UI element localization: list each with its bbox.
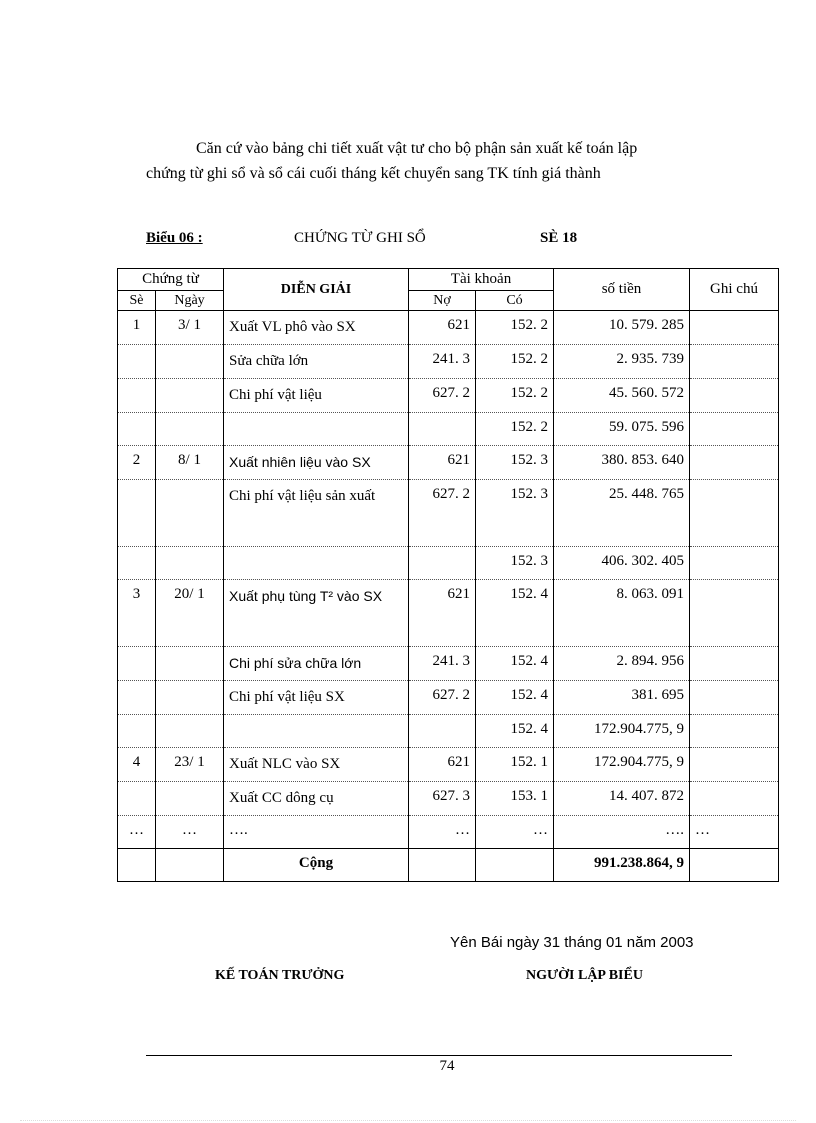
cell-note [690,311,779,345]
table-row [118,816,779,849]
ledger-table [117,268,779,882]
header-so: Sè [118,291,156,311]
cell-so: 2 [118,446,156,480]
cell-amount: 45. 560. 572 [554,379,690,413]
cell-so: 1 [118,311,156,345]
cell-note [690,715,779,748]
cell-amount: 381. 695 [554,681,690,715]
cell-note [690,647,779,681]
table-row [118,580,779,647]
cell-amount: 172.904.775, 9 [554,715,690,748]
form-number: SÈ 18 [540,230,578,246]
table-row [118,681,779,715]
ledger-body [118,311,779,882]
header-so-tien: số tiền [554,269,690,311]
cell-credit-account: 152. 4 [476,715,554,748]
table-row [118,413,779,446]
cell-ngay: … [156,816,224,849]
cell-ngay: 8/ 1 [156,446,224,480]
cell-ngay [156,681,224,715]
cell-description [224,413,409,446]
cell-debit-account [409,715,476,748]
header-co: Có [476,291,554,311]
table-row [118,345,779,379]
cell-credit-account: 152. 2 [476,311,554,345]
cell-note [690,345,779,379]
cell-so [118,379,156,413]
cell-credit-account: 152. 3 [476,547,554,580]
cell-so [118,345,156,379]
table-row [118,480,779,547]
cell-debit-account: 241. 3 [409,345,476,379]
cell-empty [409,849,476,882]
cell-debit-account [409,547,476,580]
cell-description: Xuất CC dông cụ [224,782,409,816]
footer-divider [146,1055,732,1056]
cell-ngay [156,413,224,446]
cell-description: Xuất phụ tùng T² vào SX [224,580,409,647]
cell-debit-account: 627. 2 [409,480,476,547]
cell-amount: 172.904.775, 9 [554,748,690,782]
cell-debit-account: 627. 2 [409,681,476,715]
cell-debit-account: 621 [409,311,476,345]
cell-credit-account: 152. 2 [476,345,554,379]
cell-so: 3 [118,580,156,647]
cell-so [118,782,156,816]
cell-so: … [118,816,156,849]
cell-credit-account: 152. 3 [476,446,554,480]
cell-note [690,782,779,816]
cell-amount: 10. 579. 285 [554,311,690,345]
cell-note [690,379,779,413]
cell-description [224,547,409,580]
cell-amount: 14. 407. 872 [554,782,690,816]
cell-so [118,681,156,715]
cell-debit-account: 627. 2 [409,379,476,413]
cell-note [690,547,779,580]
cell-so [118,413,156,446]
cell-so [118,715,156,748]
header-ngay: Ngày [156,291,224,311]
cell-amount: 59. 075. 596 [554,413,690,446]
cell-credit-account: 152. 4 [476,580,554,647]
cell-description: Chi phí vật liệu sản xuất [224,480,409,547]
table-row [118,311,779,345]
header-dien-giai: DIỄN GIẢI [224,269,409,311]
cell-note [690,748,779,782]
cell-description: Xuất NLC vào SX [224,748,409,782]
cell-ngay [156,480,224,547]
signature-chief-accountant: KẾ TOÁN TRƯỞNG [215,968,345,983]
cell-ngay: 20/ 1 [156,580,224,647]
cell-so [118,480,156,547]
table-row [118,647,779,681]
cell-empty [690,849,779,882]
header-tai-khoan: Tài khoản [409,269,554,291]
cell-ngay [156,379,224,413]
cell-debit-account: … [409,816,476,849]
cell-note [690,446,779,480]
cell-description: …. [224,816,409,849]
total-amount: 991.238.864, 9 [554,849,690,882]
cell-credit-account: 152. 2 [476,379,554,413]
cell-credit-account: 152. 4 [476,681,554,715]
cell-credit-account: … [476,816,554,849]
cell-amount: 2. 935. 739 [554,345,690,379]
cell-description [224,715,409,748]
cell-amount: 406. 302. 405 [554,547,690,580]
intro-line-2: chứng từ ghi sổ và sổ cái cuối tháng kết chuyển sang TK tính giá thành [146,165,601,182]
cell-amount: 25. 448. 765 [554,480,690,547]
cell-description: Sửa chữa lớn [224,345,409,379]
cell-description: Chi phí vật liệu [224,379,409,413]
cell-ngay [156,547,224,580]
signature-preparer: NGƯỜI LẬP BIỂU [526,968,643,983]
cell-note [690,580,779,647]
cell-credit-account: 152. 3 [476,480,554,547]
table-row [118,379,779,413]
cell-empty [156,849,224,882]
cell-so [118,547,156,580]
cell-so: 4 [118,748,156,782]
cell-note [690,413,779,446]
cell-description: Xuất nhiên liệu vào SX [224,446,409,480]
table-row [118,715,779,748]
header-no: Nợ [409,291,476,311]
page-bottom-edge [20,1120,796,1121]
cell-amount: 380. 853. 640 [554,446,690,480]
cell-note [690,681,779,715]
cell-ngay: 3/ 1 [156,311,224,345]
cell-credit-account: 153. 1 [476,782,554,816]
cell-amount: 2. 894. 956 [554,647,690,681]
signing-date: Yên Bái ngày 31 tháng 01 năm 2003 [450,934,694,951]
form-title: CHỨNG TỪ GHI SỔ [294,230,426,246]
cell-description: Chi phí sửa chữa lớn [224,647,409,681]
cell-debit-account: 621 [409,580,476,647]
cell-debit-account: 621 [409,446,476,480]
total-row [118,849,779,882]
page-number: 74 [439,1058,455,1074]
cell-ngay [156,647,224,681]
cell-ngay: 23/ 1 [156,748,224,782]
cell-credit-account: 152. 2 [476,413,554,446]
cell-debit-account: 241. 3 [409,647,476,681]
cell-empty [476,849,554,882]
table-row [118,446,779,480]
cell-ngay [156,715,224,748]
cell-amount: …. [554,816,690,849]
cell-so [118,647,156,681]
header-ghi-chu: Ghi chú [690,269,779,311]
table-row [118,547,779,580]
cell-ngay [156,782,224,816]
table-row [118,748,779,782]
form-label: Biểu 06 : [146,230,203,246]
cell-credit-account: 152. 4 [476,647,554,681]
table-row [118,782,779,816]
intro-paragraph [146,136,736,186]
cell-amount: 8. 063. 091 [554,580,690,647]
header-chung-tu: Chứng từ [118,269,224,291]
cell-debit-account: 627. 3 [409,782,476,816]
cell-description: Chi phí vật liệu SX [224,681,409,715]
cell-note [690,480,779,547]
total-label: Cộng [224,849,409,882]
cell-note: … [690,816,779,849]
cell-debit-account [409,413,476,446]
cell-description: Xuất VL phô vào SX [224,311,409,345]
intro-line-1: Căn cứ vào bảng chi tiết xuất vật tư cho bộ phận sản xuất kế toán lập [196,140,638,157]
cell-debit-account: 621 [409,748,476,782]
cell-ngay [156,345,224,379]
cell-empty [118,849,156,882]
cell-credit-account: 152. 1 [476,748,554,782]
